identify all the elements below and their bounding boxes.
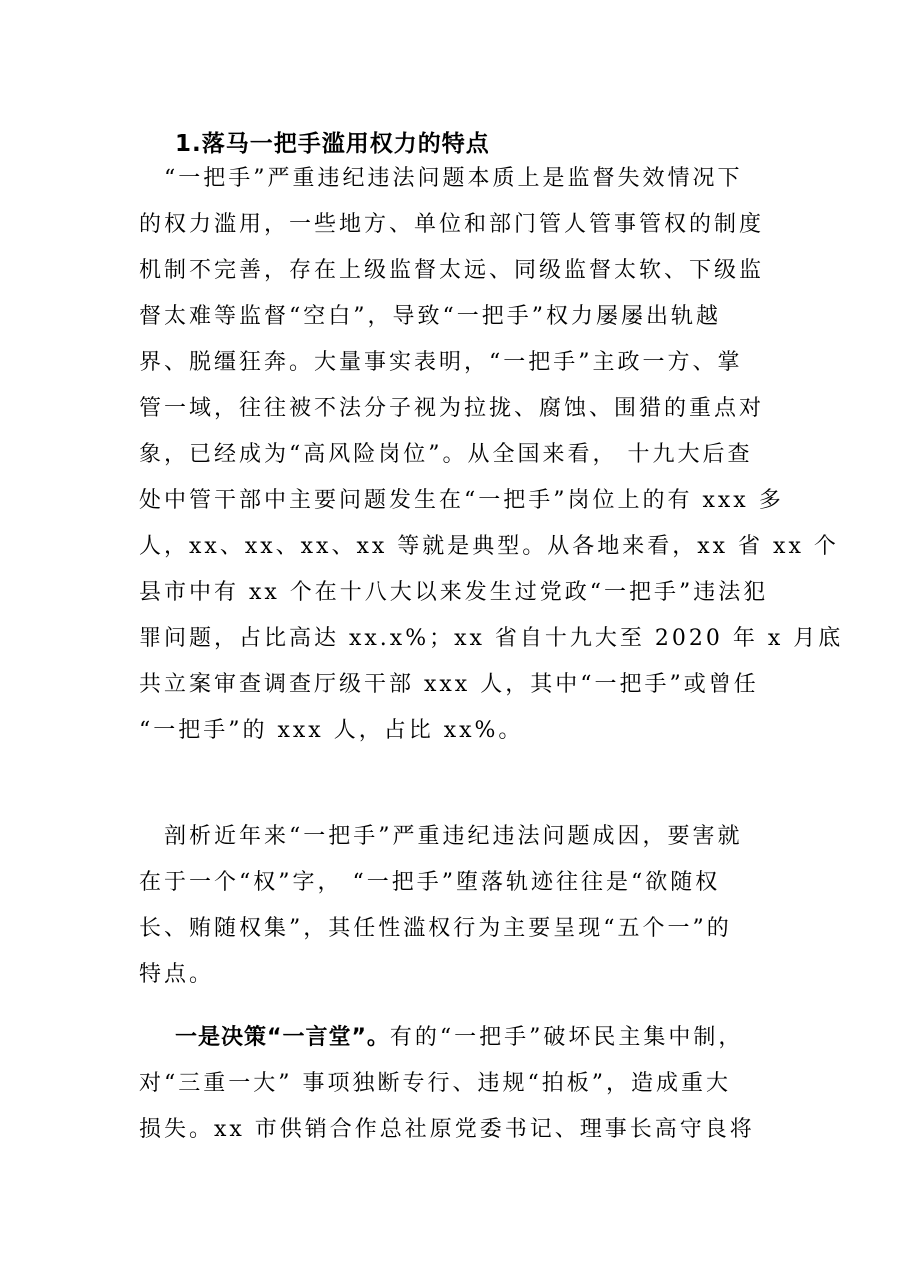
paragraph-line: 长、贿随权集”，其任性滥权行为主要呈现“五个一”的 xyxy=(139,916,732,941)
paragraph-line: 在于一个“权”字， “一把手”堕落轨迹往往是“欲随权 xyxy=(139,870,721,895)
paragraph-line: 县市中有 xx 个在十八大以来发生过党政“一把手”违法犯 xyxy=(139,580,769,605)
paragraph-line: “一把手”严重违纪违法问题本质上是监督失效情况下 xyxy=(139,166,743,191)
paragraph-line: 管一域，往往被不法分子视为拉拢、腐蚀、围猎的重点对 xyxy=(139,396,765,421)
paragraph-line: 人，xx、xx、xx、xx 等就是典型。从各地来看，xx 省 xx 个 xyxy=(139,534,839,559)
section-heading: 1.落马一把手滥用权力的特点 xyxy=(175,131,490,157)
paragraph-line: 罪问题，占比高达 xx.x%；xx 省自十九大至 2020 年 x 月底 xyxy=(139,626,844,651)
paragraph-line: “一把手”的 xxx 人，占比 xx%。 xyxy=(139,718,524,743)
paragraph-line: 损失。xx 市供销合作总社原党委书记、理事长高守良将 xyxy=(139,1117,755,1142)
paragraph-line: 对“三重一大” 事项独断专行、违规“拍板”，造成重大 xyxy=(139,1071,731,1096)
paragraph-line: 的权力滥用，一些地方、单位和部门管人管事管权的制度 xyxy=(139,212,765,237)
paragraph-line: 象，已经成为“高风险岗位”。从全国来看， 十九大后查 xyxy=(139,442,753,467)
paragraph-line: 剖析近年来“一把手”严重违纪违法问题成因，要害就 xyxy=(139,824,743,849)
paragraph-line: 共立案审查调查厅级干部 xxx 人，其中“一把手”或曾任 xyxy=(139,672,759,697)
paragraph-first-line-rest: 有的“一把手”破坏民主集中制， xyxy=(389,1025,744,1050)
paragraph-line: 机制不完善，存在上级监督太远、同级监督太软、下级监 xyxy=(139,258,765,283)
paragraph-line xyxy=(175,1023,779,1053)
paragraph-line: 界、脱缰狂奔。大量事实表明，“一把手”主政一方、掌 xyxy=(139,350,743,375)
paragraph-lead-bold: 一是决策“一言堂”。 xyxy=(175,1025,390,1050)
paragraph-line: 督太难等监督“空白”，导致“一把手”权力屡屡出轨越 xyxy=(139,304,721,329)
paragraph-line: 特点。 xyxy=(139,962,215,987)
paragraph-line: 处中管干部中主要问题发生在“一把手”岗位上的有 xxx 多 xyxy=(139,488,784,513)
